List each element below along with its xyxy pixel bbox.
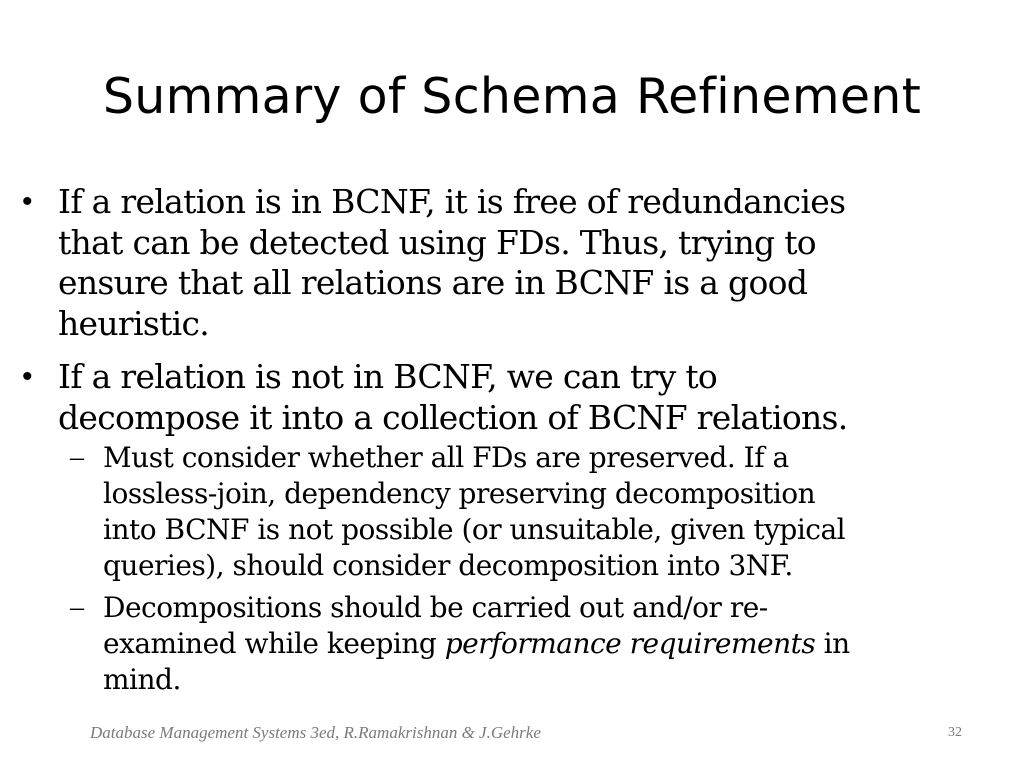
- sub-bullet-list: [0, 440, 1024, 698]
- bullet-line: If a relation is not in BCNF, we can try to: [58, 357, 718, 396]
- sub-bullet-line: Decompositions should be carried out and/or re-: [103, 591, 768, 624]
- slide-title: Summary of Schema Refinement: [102, 68, 922, 125]
- sub-bullet-text: in: [815, 627, 850, 660]
- sub-bullet-line-with-emphasis: [103, 626, 1024, 662]
- bullet-line: decompose it into a collection of BCNF relations.: [58, 397, 848, 437]
- sub-bullet-line: queries), should consider decomposition into 3NF.: [103, 549, 793, 582]
- bullet-marker: •: [22, 360, 32, 393]
- sub-bullet-line: lossless-join, dependency preserving decomposition: [103, 477, 816, 510]
- sub-bullet-marker: –: [70, 592, 84, 623]
- footer-source-citation: Database Management Systems 3ed, R.Ramakrishnan & J.Gehrke: [90, 723, 541, 742]
- sub-bullet-line: Must consider whether all FDs are preserved. If a: [103, 441, 789, 474]
- sub-bullet-text: examined while keeping: [103, 627, 445, 660]
- emphasis-performance-requirements: performance requirements: [444, 627, 816, 660]
- bullet-line: ensure that all relations are in BCNF is a good: [58, 263, 808, 302]
- sub-bullet-marker: –: [70, 442, 84, 473]
- bullet-line: heuristic.: [58, 303, 210, 343]
- sub-bullet-performance-requirements: [70, 590, 1024, 698]
- bullet-line: If a relation is in BCNF, it is free of redundancies: [58, 182, 846, 221]
- sub-bullet-line: mind.: [103, 663, 181, 696]
- bullet-line: that can be detected using FDs. Thus, trying to: [58, 222, 816, 262]
- bullet-bcnf-free-of-redundancies: [22, 182, 1024, 344]
- slide-body: [0, 182, 1024, 704]
- sub-bullet-line: into BCNF is not possible (or unsuitable, given typical: [103, 513, 846, 546]
- bullet-not-in-bcnf-decompose: [22, 357, 1024, 438]
- sub-bullet-fd-preservation: [70, 440, 1024, 584]
- slide-page-number: 32: [948, 725, 962, 740]
- bullet-marker: •: [22, 185, 32, 218]
